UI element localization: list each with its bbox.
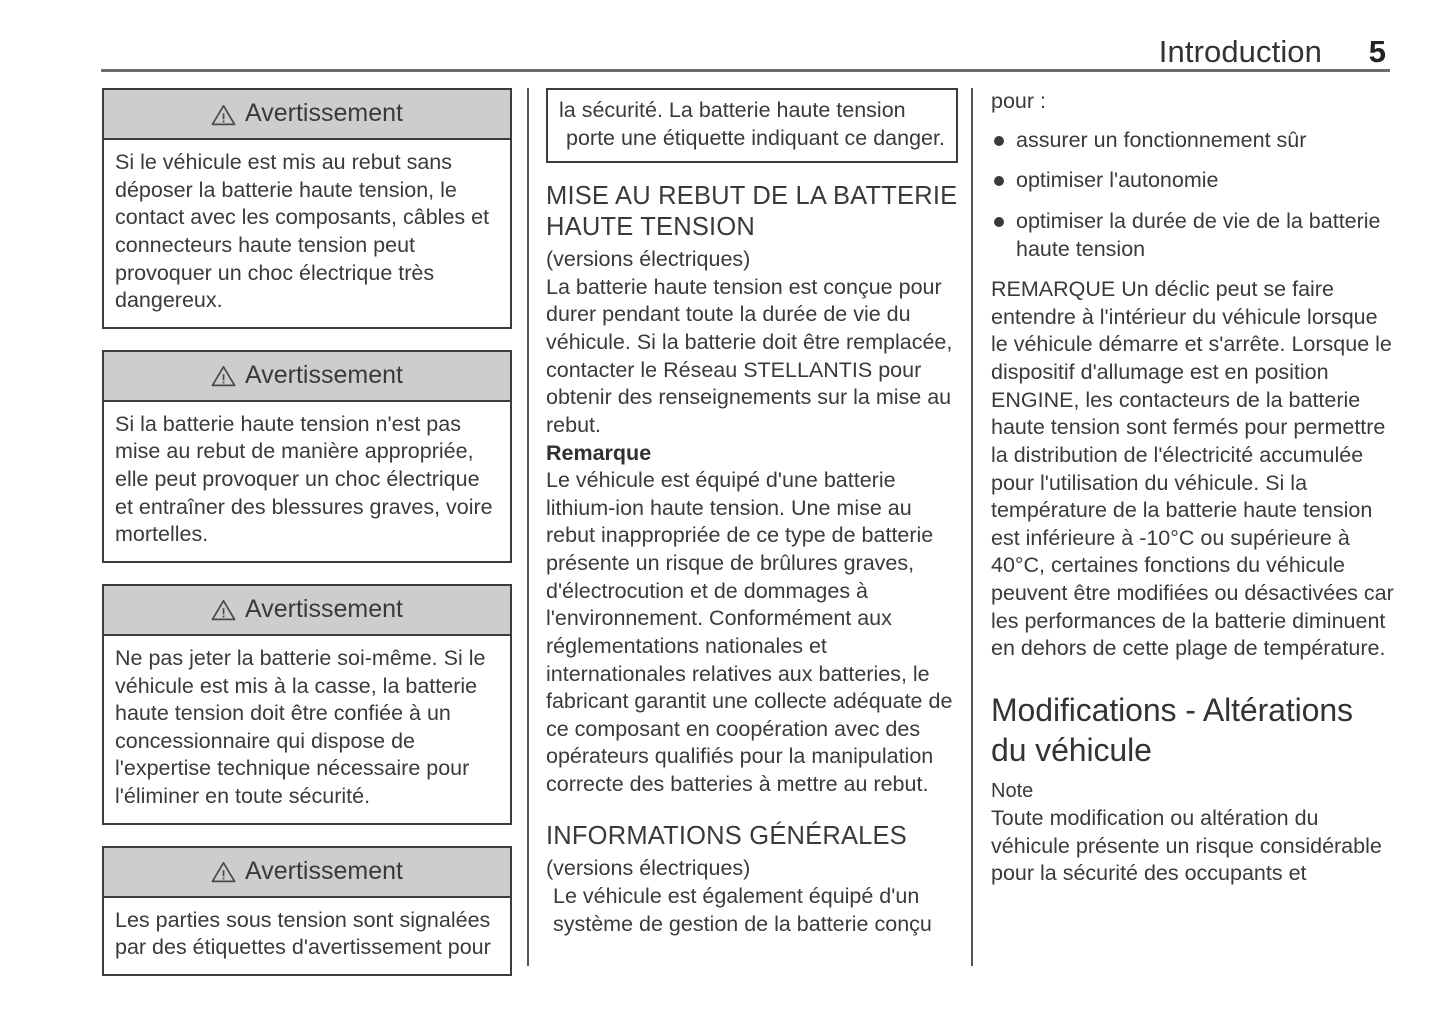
warning-triangle-icon — [211, 861, 236, 883]
note-label: Note — [991, 780, 1034, 803]
note-paragraph: Toute modification ou altération du véhicule présente un risque considérable pour la sécurité des occupants et — [991, 806, 1382, 886]
column-divider-right — [971, 88, 973, 966]
warning-box-text: Si la batterie haute tension n'est pas mise au rebut de manière appropriée, elle peut provoquer un choc électrique et entraîner des blessures graves, voire mortelles. — [115, 411, 493, 547]
middle-column — [546, 88, 958, 938]
warning-box — [102, 846, 512, 976]
section-heading-general-information: INFORMATIONS GÉNÉRALES — [546, 821, 907, 850]
warning-box — [102, 350, 512, 563]
list-item-label: optimiser la durée de vie de la batterie haute tension — [1016, 208, 1381, 261]
continued-warning-line-2: porte une étiquette indiquant ce danger. — [566, 125, 945, 150]
warning-box-header — [104, 586, 510, 636]
list-item-label: assurer un fonctionnement sûr — [1016, 127, 1307, 152]
page-number: 5 — [1368, 34, 1386, 69]
warning-triangle-icon — [211, 104, 236, 126]
warning-box-header — [104, 848, 510, 898]
warning-box-header — [104, 90, 510, 140]
warning-box-body — [104, 140, 510, 327]
section-heading-battery-disposal: MISE AU REBUT DE LA BATTERIE HAUTE TENSION — [546, 182, 958, 241]
remarque-paragraph-right: REMARQUE Un déclic peut se faire entendre à l'intérieur du véhicule lorsque le véhicule démarre et s'arrête. Lorsque le dispositif d'allumage est en position ENGINE, les contacteurs de la batterie haute tension sont fermés pour permettre la distribution de l'électricité accumulée pour l'utilisation du véhicule. Si la température de la batterie haute tension est inférieure à -10°C ou supérieure à 40°C, certaines fonctions du véhicule peuvent être modifiées ou désactivées car les performances de la batterie diminuent en dehors de cette plage de température. — [991, 277, 1394, 661]
warning-box-header — [104, 352, 510, 402]
warning-box-body — [104, 636, 510, 823]
warning-box-text: Si le véhicule est mis au rebut sans déposer la batterie haute tension, le contact avec les composants, câbles et connecteurs haute tension peut provoquer un choc électrique très dangereux. — [115, 150, 490, 313]
warning-triangle-icon — [211, 365, 236, 387]
section-variant-note: (versions électriques) — [546, 247, 751, 272]
page-header — [101, 34, 1390, 72]
warning-box-title: Avertissement — [245, 360, 403, 389]
warning-box-title: Avertissement — [245, 99, 403, 127]
list-item — [991, 167, 1395, 195]
continued-lead-text: pour : — [991, 89, 1046, 113]
bullet-dot-icon — [994, 217, 1004, 227]
warning-box — [102, 88, 512, 329]
bullet-dot-icon — [994, 136, 1004, 146]
header-divider-rule — [101, 69, 1390, 72]
section-paragraph-general-information: Le véhicule est également équipé d'un système de gestion de la batterie conçu — [553, 883, 932, 936]
warning-triangle-icon — [211, 599, 236, 621]
remarque-label: Remarque — [546, 440, 652, 465]
bullet-dot-icon — [994, 176, 1004, 186]
right-column — [991, 88, 1395, 888]
warning-box-title: Avertissement — [245, 856, 403, 885]
section-paragraph-battery-disposal: La batterie haute tension est conçue pour durer pendant toute la durée de vie du véhicule. Si la batterie doit être remplacée, contacter le Réseau STELLANTIS pour obtenir des renseignements sur la mise au rebut. — [546, 274, 953, 437]
page-title: Introduction — [1158, 34, 1322, 69]
list-item-label: optimiser l'autonomie — [1016, 168, 1219, 193]
remarque-paragraph: Le véhicule est équipé d'une batterie lithium-ion haute tension. Une mise au rebut inappropriée de ce type de batterie présente un risque de brûlures graves, d'électrocution et de dommages à l'environnement. Conformément aux réglementations nationales et internationales relatives aux batteries, le fabricant garantit une collecte adéquate de ce composant en coopération avec des opérateurs qualifiés pour la manipulation correcte des batteries à mettre au rebut. — [546, 468, 953, 797]
warning-box — [102, 584, 512, 825]
list-item — [991, 208, 1395, 263]
benefits-bullet-list — [991, 127, 1395, 264]
warning-box-title: Avertissement — [245, 594, 403, 623]
warning-box-body — [104, 898, 510, 974]
chapter-heading-modifications: Modifications - Altérations du véhicule — [991, 691, 1353, 768]
warning-box-text: Ne pas jeter la batterie soi-même. Si le véhicule est mis à la casse, la batterie haute tension doit être confiée à un concessionnaire qui dispose de l'expertise technique nécessaire pour l'éliminer en toute sécurité. — [115, 645, 486, 808]
column-divider-left — [527, 88, 529, 966]
list-item — [991, 127, 1395, 155]
continued-warning-line-1: la sécurité. La batterie haute tension — [559, 98, 906, 122]
section-variant-note-2: (versions électriques) — [546, 856, 751, 881]
warning-box-body — [104, 402, 510, 561]
continued-warning-box — [546, 88, 958, 163]
left-column — [102, 88, 512, 997]
warning-box-text: Les parties sous tension sont signalées par des étiquettes d'avertissement pour — [115, 907, 491, 960]
